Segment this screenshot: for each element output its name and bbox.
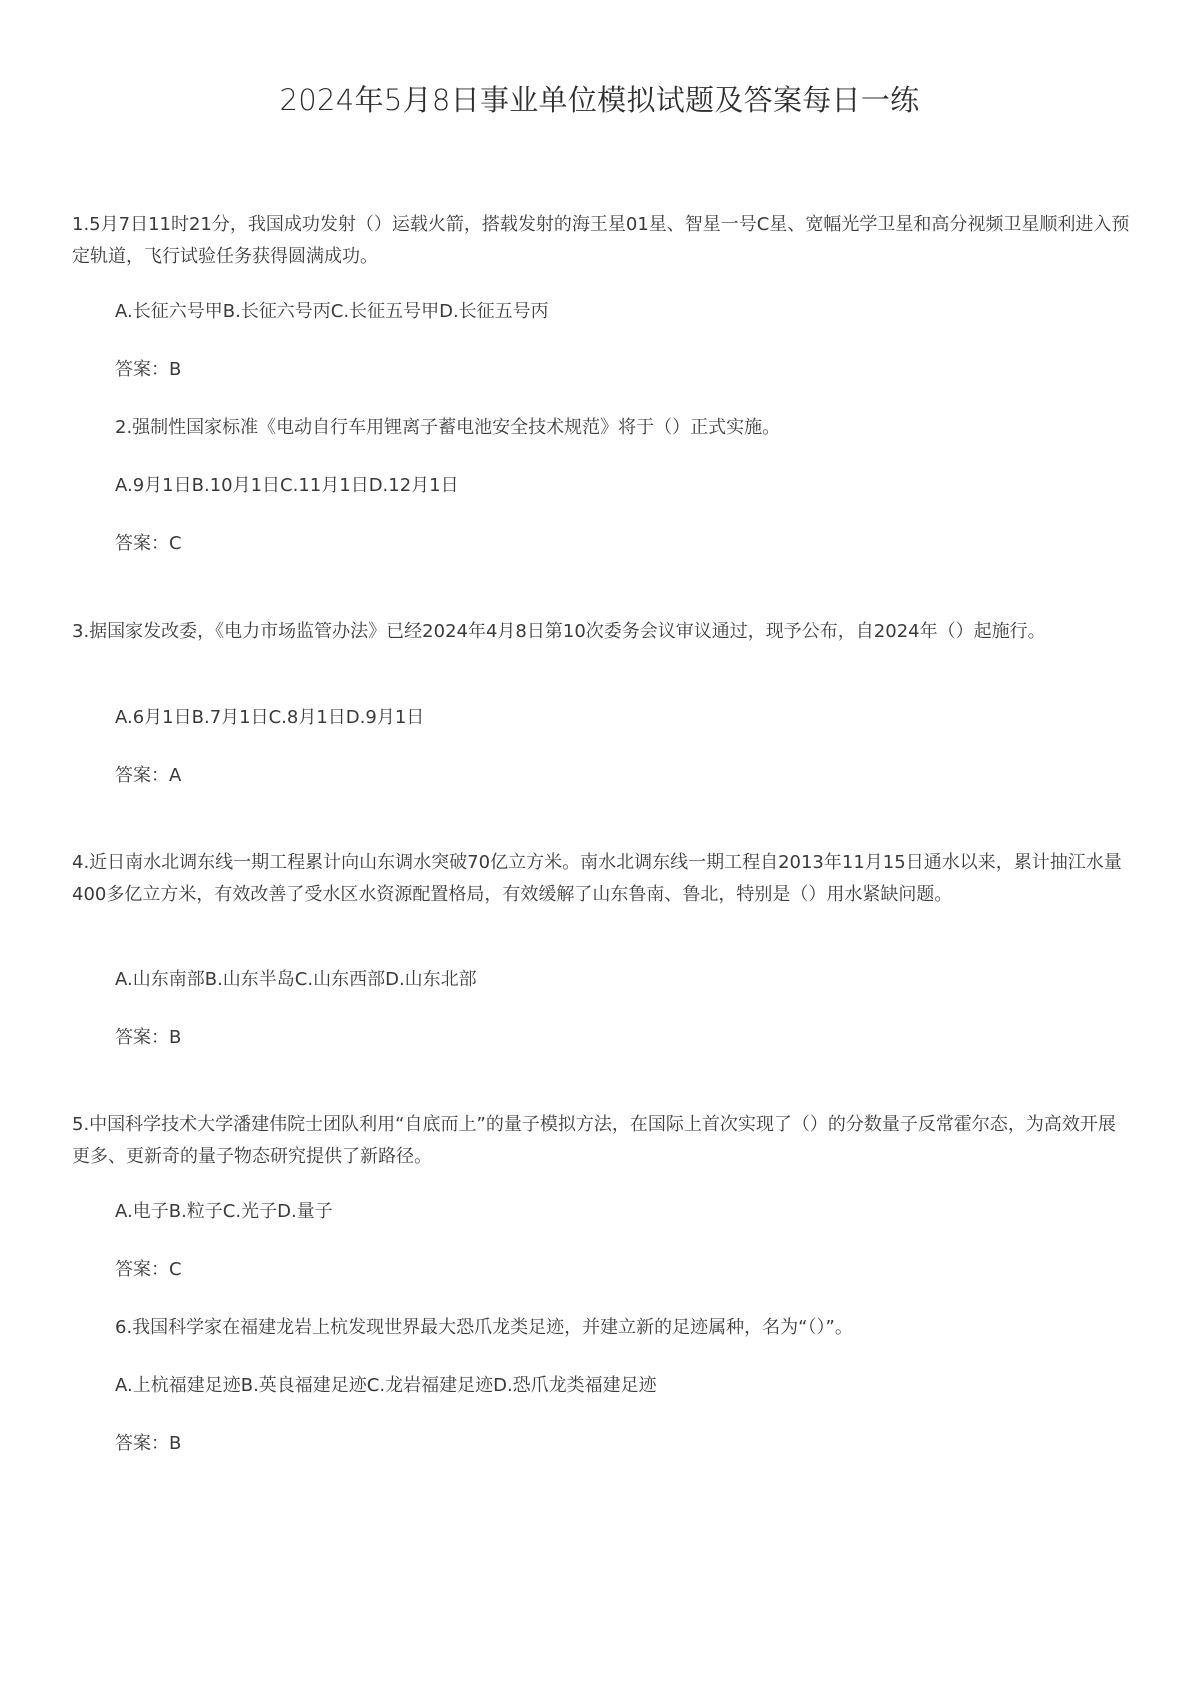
question-2-stem: 2.强制性国家标准《电动自行车用锂离子蓄电池安全技术规范》将于（）正式实施。 <box>115 417 781 438</box>
question-4-options: A.山东南部B.山东半岛C.山东西部D.山东北部 <box>115 969 477 990</box>
question-6-stem: 6.我国科学家在福建龙岩上杭发现世界最大恐爪龙类足迹，并建立新的足迹属种，名为“（）”。 <box>115 1317 853 1338</box>
question-4-stem: 4.近日南水北调东线一期工程累计向山东调水突破70亿立方米。南水北调东线一期工程自2013年11月15日通水以来，累计抽江水量400多亿立方米，有效改善了受水区水资源配置格局，有效缓解了山东鲁南、鲁北，特别是（）用水紧缺问题。 <box>72 852 1122 905</box>
document-title: 2024年5月8日事业单位模拟试题及答案每日一练 <box>279 83 920 117</box>
question-2-options: A.9月1日B.10月1日C.11月1日D.12月1日 <box>115 475 459 496</box>
question-5-options: A.电子B.粒子C.光子D.量子 <box>115 1201 333 1222</box>
question-6-answer: 答案：B <box>115 1433 182 1454</box>
question-6-options: A.上杭福建足迹B.英良福建足迹C.龙岩福建足迹D.恐爪龙类福建足迹 <box>115 1375 657 1396</box>
question-1-options: A.长征六号甲B.长征六号丙C.长征五号甲D.长征五号丙 <box>115 301 549 322</box>
question-1-answer: 答案：B <box>115 359 182 380</box>
question-3-answer: 答案：A <box>115 765 182 786</box>
question-2-answer: 答案：C <box>115 533 182 554</box>
question-4-answer: 答案：B <box>115 1027 182 1048</box>
question-5-stem: 5.中国科学技术大学潘建伟院士团队利用“自底而上”的量子模拟方法，在国际上首次实现了（）的分数量子反常霍尔态，为高效开展更多、更新奇的量子物态研究提供了新路径。 <box>72 1114 1116 1167</box>
question-3-stem: 3.据国家发改委，《电力市场监管办法》已经2024年4月8日第10次委务会议审议通过，现予公布，自2024年（）起施行。 <box>72 621 1046 642</box>
question-5-answer: 答案：C <box>115 1259 182 1280</box>
question-3-options: A.6月1日B.7月1日C.8月1日D.9月1日 <box>115 707 425 728</box>
question-1-stem: 1.5月7日11时21分，我国成功发射（）运载火箭，搭载发射的海王星01星、智星一号C星、宽幅光学卫星和高分视频卫星顺利进入预定轨道，飞行试验任务获得圆满成功。 <box>72 214 1130 267</box>
